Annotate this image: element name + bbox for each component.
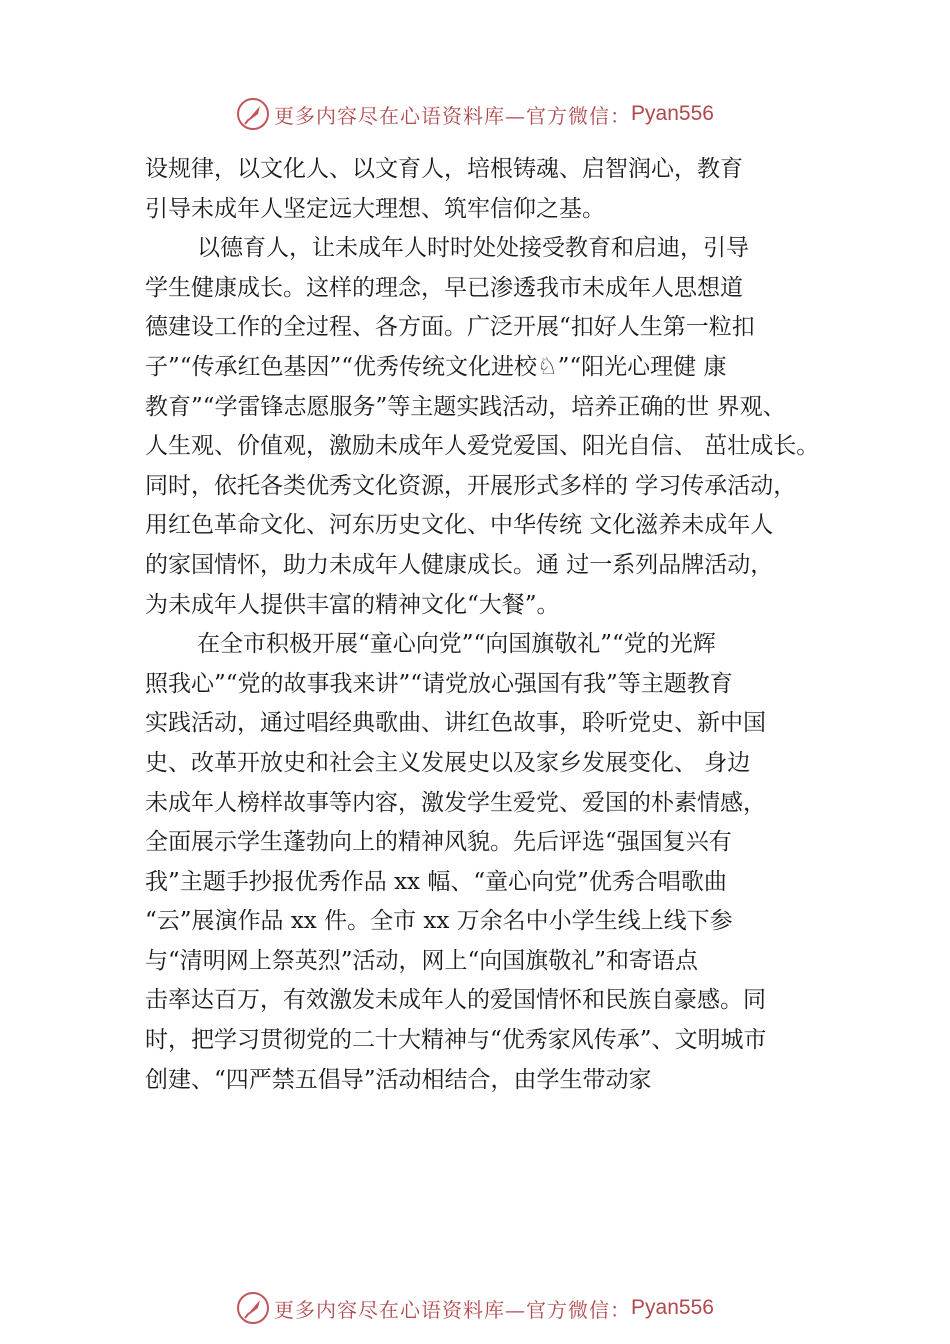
text-line: 在全市积极开展“童心向党”“向国旗敬礼”“党的光辉 [197,631,716,658]
text-line: 同时，依托各类优秀文化资源，开展形式多样的 学习传承活动， [145,472,797,499]
text-line: 子”“传承红色基因”“优秀传统文化进校♘”“阳光心理健 康 [145,353,727,380]
text-line: 的家国情怀，助力未成年人健康成长。通 过一系列品牌活动， [145,551,774,578]
text-line: 与“清明网上祭英烈”活动，网上“向国旗敬礼”和寄语点 [145,947,699,974]
text-line: 照我心”“党的故事我来讲”“请党放心强国有我”等主题教育 [145,670,733,697]
paragraph-2 [145,229,845,625]
text-line: 史、改革开放史和社会主义发展史以及家乡发展变化、 身边 [145,749,751,776]
text-line: 用红色革命文化、河东历史文化、中华传统 文化滋养未成年人 [145,512,774,539]
paragraph-1 [145,150,845,229]
text-line: 我”主题手抄报优秀作品 xx 幅、“童心向党”优秀合唱歌曲 [145,868,727,895]
watermark-text: 更多内容尽在心语资料库—官方微信： [274,1297,632,1322]
quill-logo-icon [236,97,270,131]
text-line: 实践活动，通过唱经典歌曲、讲红色故事，聆听党史、新中国 [145,710,766,737]
text-line: 创建、“四严禁五倡导”活动相结合，由学生带动家 [145,1066,652,1093]
text-line: 时，把学习贯彻党的二十大精神与“优秀家风传承”、文明城市 [145,1027,767,1054]
watermark-wechat-id: Pyan556 [631,1296,714,1319]
watermark-text: 更多内容尽在心语资料库—官方微信： [274,103,632,128]
text-line: 引导未成年人坚定远大理想、筑牢信仰之基。 [145,195,605,222]
document-body [145,150,845,1100]
text-line: 教育”“学雷锋志愿服务”等主题实践活动，培养正确的世 界观、 [145,393,786,420]
quill-logo-icon [236,1291,270,1325]
text-line: 设规律，以文化人、以文育人，培根铸魂、启智润心，教育 [145,156,743,182]
paragraph-3 [145,625,845,1100]
watermark-wechat-id: Pyan556 [631,102,714,125]
text-line: 德建设工作的全过程、各方面。广泛开展“扣好人生第一粒扣 [145,314,755,341]
text-line: 以德育人，让未成年人时时处处接受教育和启迪，引导 [197,235,749,262]
text-line: 未成年人榜样故事等内容，激发学生爱党、爱国的朴素情感， [145,789,766,816]
footer-watermark [0,1288,950,1328]
text-line: 人生观、价值观，激励未成年人爱党爱国、阳光自信、 茁壮成长。 [145,433,820,460]
text-line: 击率达百万，有效激发未成年人的爱国情怀和民族自豪感。同 [145,987,766,1014]
text-line: 为未成年人提供丰富的精神文化“大餐”。 [145,591,560,618]
header-watermark [0,94,950,134]
text-line: 学生健康成长。这样的理念，早已渗透我市未成年人思想道 [145,274,743,301]
text-line: “云”展演作品 xx 件。全市 xx 万余名中小学生线上线下参 [145,908,733,935]
text-line: 全面展示学生蓬勃向上的精神风貌。先后评选“强国复兴有 [145,829,732,856]
